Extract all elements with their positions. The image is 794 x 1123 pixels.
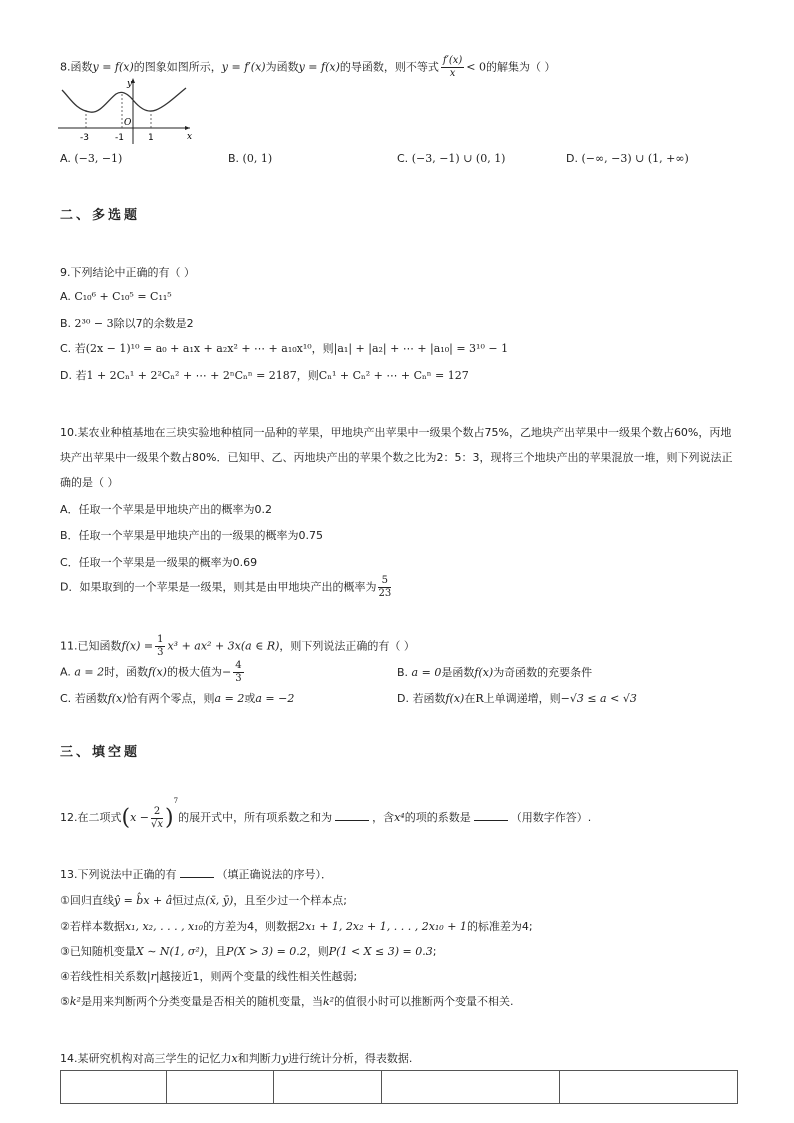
option-m3: −√3 ≤ a < √3	[560, 692, 637, 705]
option-mid: ，则	[311, 342, 334, 355]
option-m1: a = 2	[74, 665, 105, 679]
table-cell	[382, 1071, 560, 1104]
frac-den: √x	[151, 818, 164, 830]
q14-m2: y	[281, 1052, 288, 1065]
option-fraction	[378, 575, 391, 600]
q11-option-a[interactable]	[60, 660, 246, 685]
item-a: ③已知随机变量	[60, 945, 136, 958]
q12-mid3: 的项的系数是	[404, 811, 471, 824]
q8-option-a[interactable]	[60, 152, 122, 165]
q12-blank-2[interactable]	[474, 810, 508, 821]
option-text: (−3, −1) ∪ (0, 1)	[411, 152, 506, 165]
q11-post: ，则下列说法正确的有（ ）	[279, 639, 415, 653]
q14-data-table	[60, 1070, 738, 1104]
q8-fpx: y = f′(x)	[221, 60, 266, 74]
q14-c: 进行统计分析，得表数据.	[287, 1052, 413, 1065]
frac-den: 3	[235, 673, 242, 684]
q11-option-d[interactable]	[397, 690, 637, 706]
q12-blank-1[interactable]	[335, 810, 369, 821]
q11-fraction	[155, 634, 165, 659]
option-math: 2³⁰ − 3	[74, 317, 114, 330]
option-t1: 在	[464, 692, 476, 705]
option-letter: D.	[397, 692, 409, 705]
option-letter: C.	[60, 342, 72, 355]
y-label: y	[127, 79, 133, 89]
q10-option-a[interactable]: A．任取一个苹果是甲地块产出的概率为0.2	[60, 503, 273, 516]
q11-fx: f(x) =	[121, 639, 154, 653]
option-letter: B.	[228, 152, 240, 165]
q8-fx2: y = f(x)	[298, 60, 340, 74]
q9-option-d[interactable]	[60, 367, 469, 383]
table-row	[61, 1071, 738, 1104]
tick-minus3: -3	[80, 133, 89, 143]
option-fraction	[233, 660, 243, 685]
option-letter: C.	[60, 692, 72, 705]
q10-option-d[interactable]	[60, 575, 393, 600]
q12-x: x −	[130, 811, 150, 824]
item-b: 越接近1，则两个变量的线性相关性越弱;	[159, 970, 358, 983]
option-letter: B.	[60, 317, 72, 330]
option-t1: 是函数	[441, 666, 475, 679]
option-letter: D.	[566, 152, 578, 165]
option-text: (−∞, −3) ∪ (1, +∞)	[581, 152, 689, 165]
option-m2: a = 2	[214, 692, 245, 705]
frac-num: 1	[157, 634, 164, 645]
tick-minus1: -1	[115, 133, 124, 143]
item-d: ;	[432, 945, 437, 958]
q12-pre: 12.在二项式	[60, 811, 122, 824]
option-letter: A.	[60, 665, 71, 679]
tick-1: 1	[148, 133, 154, 143]
q12-mid2: ，含	[372, 811, 395, 824]
q8-stem-c: 为函数	[265, 60, 299, 74]
item-a: ⑤	[60, 995, 70, 1008]
q8-option-c[interactable]	[397, 152, 505, 165]
option-pre: 若	[75, 369, 87, 382]
q13-item-5	[60, 993, 514, 1009]
option-math1: (2x − 1)¹⁰ = a₀ + a₁x + a₂x² + ⋯ + a₁₀x¹⁰	[85, 342, 312, 355]
option-text: (−3, −1)	[74, 152, 123, 165]
q12-fraction	[151, 806, 163, 831]
q12-paren-open: (	[121, 805, 131, 831]
item-c: 的标准差为4;	[466, 920, 533, 933]
option-neg: −	[221, 665, 232, 679]
q14-m1: x	[231, 1052, 238, 1065]
frac-num: 4	[235, 660, 242, 671]
option-letter: B.	[397, 666, 409, 679]
q11-fx-rest: x³ + ax² + 3x(a ∈ R)	[167, 639, 280, 653]
q13-stem-b: （填正确说法的序号）．	[216, 868, 332, 881]
q12-exp: 7	[173, 797, 179, 805]
frac-num: 2	[151, 806, 163, 819]
option-math1: 1 + 2Cₙ¹ + 2²Cₙ² + ⋯ + 2ⁿCₙⁿ = 2187	[86, 369, 297, 382]
q11-option-b[interactable]	[397, 664, 592, 680]
q14-a: 14.某研究机构对高三学生的记忆力	[60, 1052, 232, 1065]
q12-post: （用数字作答）.	[510, 811, 592, 824]
frac-den: 3	[157, 647, 164, 658]
q8-frac-num: f′(x)	[442, 55, 463, 66]
q13-item-3	[60, 943, 436, 959]
option-t0: 若函数	[412, 692, 446, 705]
q13-item-4	[60, 968, 357, 984]
table-cell	[61, 1071, 167, 1104]
q10-line2: 块产出苹果中一级果个数占80%．已知甲、乙、丙地块产出的苹果个数之比为2：5：3，现将三个地块产出的苹果混放一堆，则下列说法正	[60, 451, 733, 464]
option-m1: f(x)	[445, 692, 465, 705]
q10-line1: 10.某农业种植基地在三块实验地种植同一品种的苹果，甲地块产出苹果中一级果个数占75%，乙地块产出苹果中一级果个数占60%，丙地	[60, 426, 732, 439]
option-m1: a = 0	[411, 666, 442, 679]
q14-stem	[60, 1050, 412, 1066]
option-letter: A.	[60, 152, 71, 165]
option-text: D．如果取到的一个苹果是一级果，则其是由甲地块产出的概率为	[60, 580, 377, 594]
q9-stem: 9.下列结论中正确的有（ ）	[60, 266, 195, 279]
q9-option-c[interactable]	[60, 340, 508, 356]
q8-frac-den: x	[449, 68, 456, 79]
q8-fx: y = f(x)	[92, 60, 134, 74]
option-m1: f(x)	[107, 692, 127, 705]
q12-mid: 的展开式中，所有项系数之和为	[178, 811, 333, 824]
option-t1: 恰有两个零点，则	[126, 692, 215, 705]
option-m3: a = −2	[255, 692, 295, 705]
table-cell	[560, 1071, 738, 1104]
q13-item-1	[60, 892, 347, 908]
q8-derivative-graph	[56, 76, 196, 146]
section-fill-in: 三、填空题	[60, 745, 141, 760]
option-t2: 或	[244, 692, 256, 705]
item-a: ①回归直线	[60, 894, 114, 907]
x-axis-arrow	[185, 126, 190, 130]
item-m2: 2x₁ + 1, 2x₂ + 1, . . . , 2x₁₀ + 1	[298, 920, 467, 933]
option-letter: C.	[397, 152, 409, 165]
q9-option-b[interactable]	[60, 315, 194, 331]
item-m: |r|	[146, 970, 160, 983]
q8-option-b[interactable]	[228, 152, 272, 165]
option-mid: ，则	[296, 369, 319, 382]
option-math2: |a₁| + |a₂| + ⋯ + |a₁₀| = 3¹⁰ − 1	[333, 342, 509, 355]
item-m2: P(X > 3) = 0.2	[226, 945, 307, 958]
x-label: x	[187, 132, 193, 142]
item-m1: ŷ = b̂x + â	[113, 894, 173, 907]
option-m2: f(x)	[148, 665, 167, 679]
item-a: ④若线性相关系数	[60, 970, 147, 983]
option-m2: R	[475, 692, 484, 705]
q11-stem	[60, 634, 415, 659]
q12-paren-close: )	[165, 805, 174, 831]
q10-line3: 确的是（ ）	[60, 476, 119, 489]
q13-stem-a: 13.下列说法中正确的有	[60, 868, 177, 881]
item-m1: X ∼ N(1, σ²)	[135, 945, 205, 958]
item-b: 的方差为4，则数据	[203, 920, 299, 933]
option-m2: f(x)	[474, 666, 494, 679]
item-a: ②若样本数据	[60, 920, 125, 933]
frac-num: 5	[378, 575, 391, 588]
item-m2: (x̄, ȳ)	[205, 894, 234, 907]
curve	[62, 88, 186, 112]
frac-den: 23	[378, 588, 392, 599]
option-t0: 若函数	[74, 692, 108, 705]
item-c: 的值很小时可以推断两个变量不相关.	[334, 995, 514, 1008]
option-letter: D.	[60, 369, 72, 382]
item-b: ，且	[204, 945, 227, 958]
option-text: C₁₀⁶ + C₁₀⁵ = C₁₁⁵	[74, 290, 172, 303]
q8-stem-a: 8.函数	[60, 60, 93, 74]
option-t2: 为奇函数的充要条件	[493, 666, 593, 679]
item-m1: k²	[69, 995, 81, 1008]
q9-option-a[interactable]	[60, 290, 172, 303]
item-m2: k²	[322, 995, 335, 1008]
item-c: ，则	[306, 945, 329, 958]
q8-ineq: < 0	[466, 60, 487, 74]
q8-fraction	[441, 55, 464, 80]
option-text: 除以7的余数是2	[113, 317, 194, 330]
option-letter: A.	[60, 290, 71, 303]
q8-stem-e: 的解集为（ ）	[486, 60, 556, 74]
option-text: (0, 1)	[242, 152, 273, 165]
option-math2: Cₙ¹ + Cₙ² + ⋯ + Cₙⁿ = 127	[318, 369, 469, 382]
q11-pre: 11.已知函数	[60, 639, 122, 653]
q13-stem	[60, 866, 332, 882]
q10-option-c[interactable]: C．任取一个苹果是一级果的概率为0.69	[60, 556, 258, 569]
q14-b: 和判断力	[237, 1052, 282, 1065]
q13-blank[interactable]	[180, 867, 214, 878]
item-m1: x₁, x₂, . . . , x₁₀	[124, 920, 204, 933]
item-m3: P(1 < X ≤ 3) = 0.3	[328, 945, 433, 958]
q8-stem-b: 的图象如图所示，	[133, 60, 222, 74]
q12-stem	[60, 797, 591, 831]
section-multiple-choice: 二、多选题	[60, 208, 141, 223]
table-cell	[167, 1071, 273, 1104]
q13-item-2	[60, 918, 533, 934]
item-b: 是用来判断两个分类变量是否相关的随机变量，当	[80, 995, 323, 1008]
q8-stem-d: 的导函数，则不等式	[339, 60, 439, 74]
table-cell	[273, 1071, 381, 1104]
option-t2: 上单调递增，则	[483, 692, 561, 705]
option-pre: 若	[74, 342, 86, 355]
item-b: 恒过点	[172, 894, 206, 907]
q12-x4: x⁴	[394, 811, 405, 824]
q10-option-b[interactable]: B．任取一个苹果是甲地块产出的一级果的概率为0.75	[60, 529, 324, 542]
option-t2: 的极大值为	[166, 665, 222, 679]
q8-option-d[interactable]	[566, 152, 689, 165]
q11-option-c[interactable]	[60, 690, 294, 706]
origin-label: O	[124, 118, 132, 128]
item-c: ，且至少过一个样本点;	[233, 894, 348, 907]
option-t1: 时，函数	[104, 665, 149, 679]
